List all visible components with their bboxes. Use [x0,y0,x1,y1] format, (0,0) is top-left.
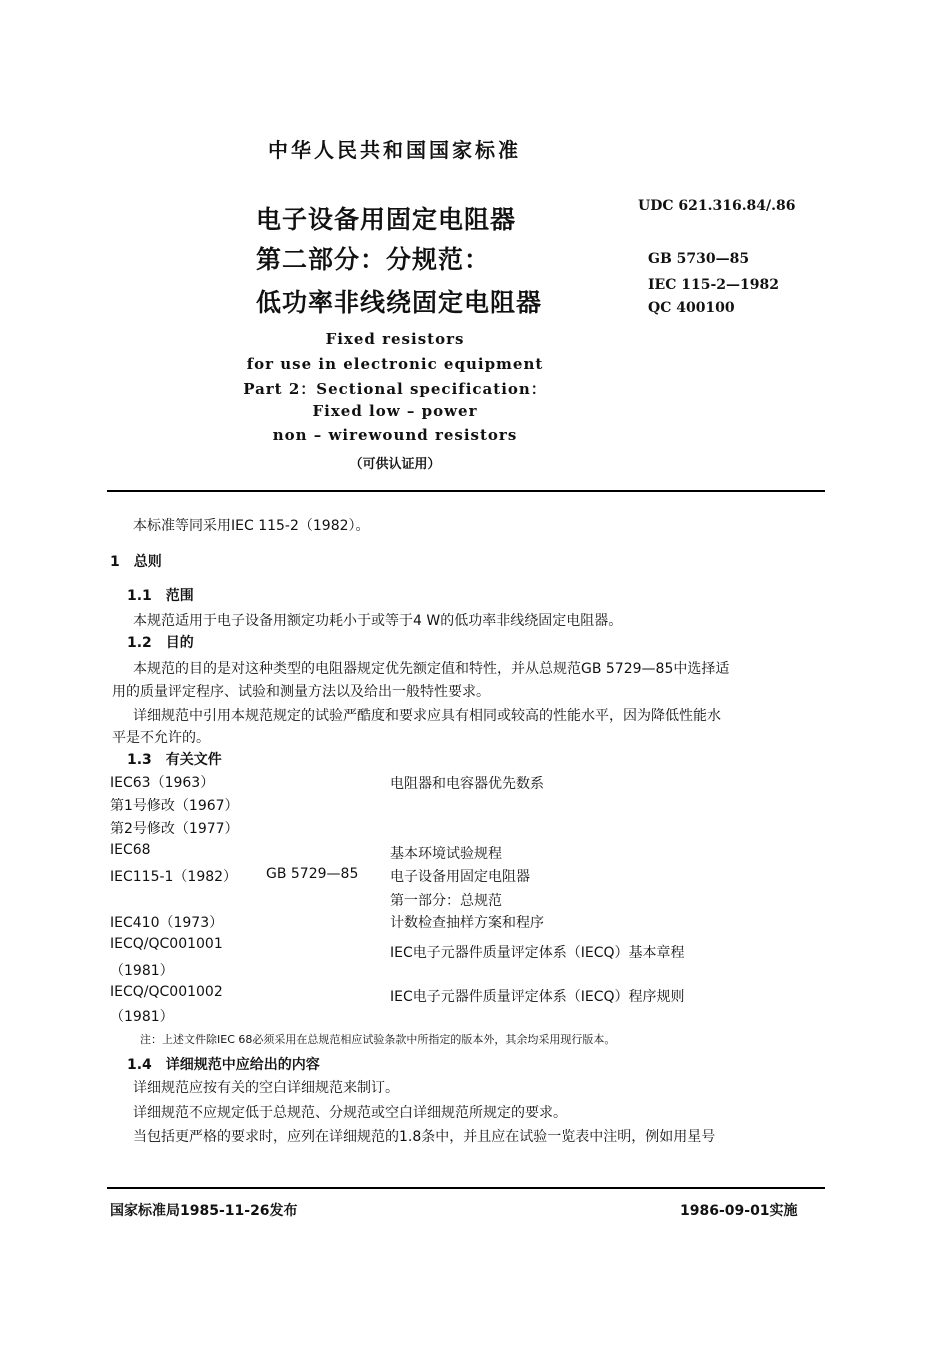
doc-ref: 第1号修改（1967） [110,798,239,814]
section-1-2-para-2-line-2: 平是不允许的。 [112,730,210,746]
section-1-4-line-3: 当包括更严格的要求时，应列在详细规范的1.8条中，并且应在试验一览表中注明，例如用星号 [133,1129,716,1145]
doc-ref: 第2号修改（1977） [110,821,239,837]
section-1-2-para-1-line-2: 用的质量评定程序、试验和测量方法以及给出一般特性要求。 [112,684,490,700]
doc-ref: IEC63（1963） [110,775,215,791]
english-title-line-4: Fixed low – power [312,402,478,420]
english-title-line-2: for use in electronic equipment [246,355,544,373]
section-1-heading: 1 总则 [110,554,162,570]
doc-ref: （1981） [110,1009,174,1025]
section-1-4-line-1: 详细规范应按有关的空白详细规范来制订。 [133,1080,399,1096]
section-1-4-heading: 1.4 详细规范中应给出的内容 [127,1057,320,1073]
section-1-4-line-2: 详细规范不应规定低于总规范、分规范或空白详细规范所规定的要求。 [133,1105,567,1121]
doc-ref: IEC410（1973） [110,915,224,931]
issue-date: 国家标准局1985-11-26发布 [110,1203,298,1219]
doc-desc: 第一部分：总规范 [390,893,502,909]
gb-code: GB 5730—85 [648,251,750,267]
doc-ref: IEC68 [110,842,151,858]
usage-note: （可供认证用） [349,457,441,472]
english-title-block [190,330,600,480]
doc-ref: IEC115-1（1982） [110,869,238,885]
country-heading: 中华人民共和国国家标准 [268,138,521,162]
effective-date: 1986-09-01实施 [680,1203,798,1219]
section-1-1-heading: 1.1 范围 [127,588,194,604]
section-1-1-text: 本规范适用于电子设备用额定功耗小于或等于4 W的低功率非线绕固定电阻器。 [133,613,623,629]
doc-desc: IEC电子元器件质量评定体系（IECQ）基本章程 [390,945,685,961]
english-title-line-3: Part 2：Sectional specification： [243,380,547,398]
footer-rule [107,1187,825,1189]
section-1-2-para-2-line-1: 详细规范中引用本规范规定的试验严酷度和要求应具有相同或较高的性能水平，因为降低性能水 [133,708,721,724]
title-line-1: 电子设备用固定电阻器 [256,205,517,234]
english-title-line-5: non – wirewound resistors [272,426,518,444]
doc-gb-ref: GB 5729—85 [266,866,359,882]
title-line-2: 第二部分：分规范： [256,245,491,274]
doc-desc: 电阻器和电容器优先数系 [390,776,544,792]
section-1-2-para-1-line-1: 本规范的目的是对这种类型的电阻器规定优先额定值和特性，并从总规范GB 5729—85中选择适 [133,661,730,677]
qc-code: QC 400100 [648,300,735,316]
title-line-3: 低功率非线绕固定电阻器 [256,288,543,317]
documents-note: 注：上述文件除IEC 68必须采用在总规范相应试验条款中所指定的版本外，其余均采用现行版本。 [140,1033,616,1046]
udc-code: UDC 621.316.84/.86 [638,198,796,214]
doc-ref: IECQ/QC001001 [110,936,223,952]
doc-desc: 基本环境试验规程 [390,846,502,862]
header-rule [107,490,825,492]
section-1-3-heading: 1.3 有关文件 [127,752,222,768]
section-1-2-heading: 1.2 目的 [127,635,194,651]
doc-ref: （1981） [110,963,174,979]
doc-ref: IECQ/QC001002 [110,984,223,1000]
english-title-line-1: Fixed resistors [325,330,465,348]
doc-desc: 计数检查抽样方案和程序 [390,915,544,931]
iec-code: IEC 115-2—1982 [648,277,779,293]
intro-text: 本标准等同采用IEC 115-2（1982）。 [133,518,370,534]
doc-desc: IEC电子元器件质量评定体系（IECQ）程序规则 [390,989,685,1005]
doc-desc: 电子设备用固定电阻器 [390,869,530,885]
